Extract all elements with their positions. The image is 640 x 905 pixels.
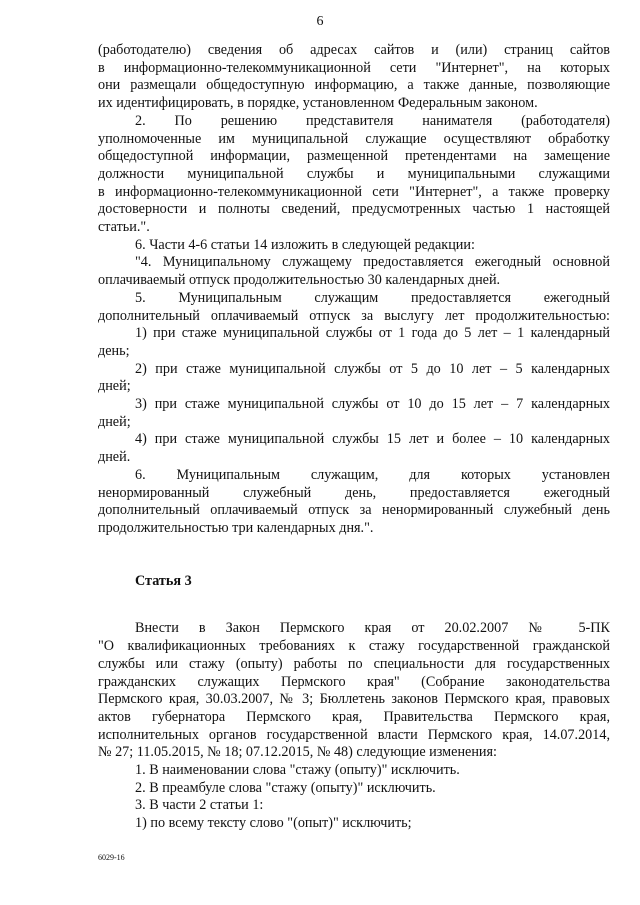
text-line: общедоступной информации, размещенной претендентами на замещение [98,148,610,165]
text-line: дополнительный оплачиваемый отпуск за ненормированный служебный день [98,502,610,519]
text-line: 2. По решению представителя нанимателя (работодателя) [135,112,610,129]
text-line: № 27; 11.05.2015, № 18; 07.12.2015, № 48) следующие изменения: [98,744,497,761]
text-line: 2) при стаже муниципальной службы от 5 до 10 лет – 5 календарных [135,360,610,377]
article-heading: Статья 3 [135,572,192,589]
text-line: должности муниципальной службы и муниципальными служащими [98,165,610,182]
text-line: "О квалификационных требованиях к стажу государственной гражданской [98,638,610,655]
document-body [98,42,610,833]
text-line: продолжительностью три календарных дня.". [98,519,374,536]
text-line: (работодателю) сведения об адресах сайтов и (или) страниц сайтов [98,42,610,58]
text-line: они размещали общедоступную информацию, а также данные, позволяющие [98,77,610,94]
text-line: день; [98,342,130,359]
page-number: 6 [316,14,324,29]
text-line: 3) при стаже муниципальной службы от 10 до 15 лет – 7 календарных [135,396,610,413]
text-line: 6. Муниципальным служащим, для которых установлен [135,466,610,483]
text-line: 1) по всему тексту слово "(опыт)" исключить; [135,815,412,832]
text-line: уполномоченные им муниципальной служащие осуществляют обработку [98,130,610,147]
text-line: гражданских служащих Пермского края" (Собрание законодательства [98,673,610,690]
text-line: актов губернатора Пермского края, Правительства Пермского края, [98,708,610,725]
text-line: ненормированный служебный день, предоставляется ежегодный [98,484,610,501]
text-line: дополнительный оплачиваемый отпуск за выслугу лет продолжительностью: [98,307,610,324]
text-line: достоверности и полноты сведений, предусмотренных частью 1 настоящей [98,201,610,218]
text-line: 3. В части 2 статьи 1: [135,797,264,814]
text-line: "4. Муниципальному служащему предоставляется ежегодный основной [135,254,610,271]
text-line: дней. [98,449,131,466]
text-line: 1. В наименовании слова "стажу (опыту)" исключить. [135,762,460,779]
text-line: статьи.". [98,219,150,236]
text-line: дней; [98,378,131,395]
text-line: их идентифицировать, в порядке, установленном Федеральным законом. [98,95,538,112]
text-line: Пермского края, 30.03.2007, № 3; Бюллетень законов Пермского края, правовых [98,691,610,708]
text-line: 4) при стаже муниципальной службы 15 лет и более – 10 календарных [135,431,610,448]
text-line: Внести в Закон Пермского края от 20.02.2007 № 5-ПК [135,620,610,637]
text-line: оплачиваемый отпуск продолжительностью 30 календарных дней. [98,272,501,289]
text-line: дней; [98,413,131,430]
text-line: 1) при стаже муниципальной службы от 1 года до 5 лет – 1 календарный [135,325,610,342]
text-line: 6. Части 4-6 статьи 14 изложить в следующей редакции: [135,236,475,253]
text-line: 5. Муниципальным служащим предоставляется ежегодный [135,289,610,306]
text-line: в информационно-телекоммуникационной сети "Интернет", на которых [98,59,610,76]
text-line: службы или стажу (опыту) работы по специальности для государственных [98,655,610,672]
text-line: в информационно-телекоммуникационной сети "Интернет", а также проверку [98,183,610,200]
text-line: исполнительных органов государственной власти Пермского края, 14.07.2014, [98,726,610,743]
footer-code: 6029-16 [98,853,125,862]
text-line: 2. В преамбуле слова "стажу (опыту)" исключить. [135,779,436,796]
